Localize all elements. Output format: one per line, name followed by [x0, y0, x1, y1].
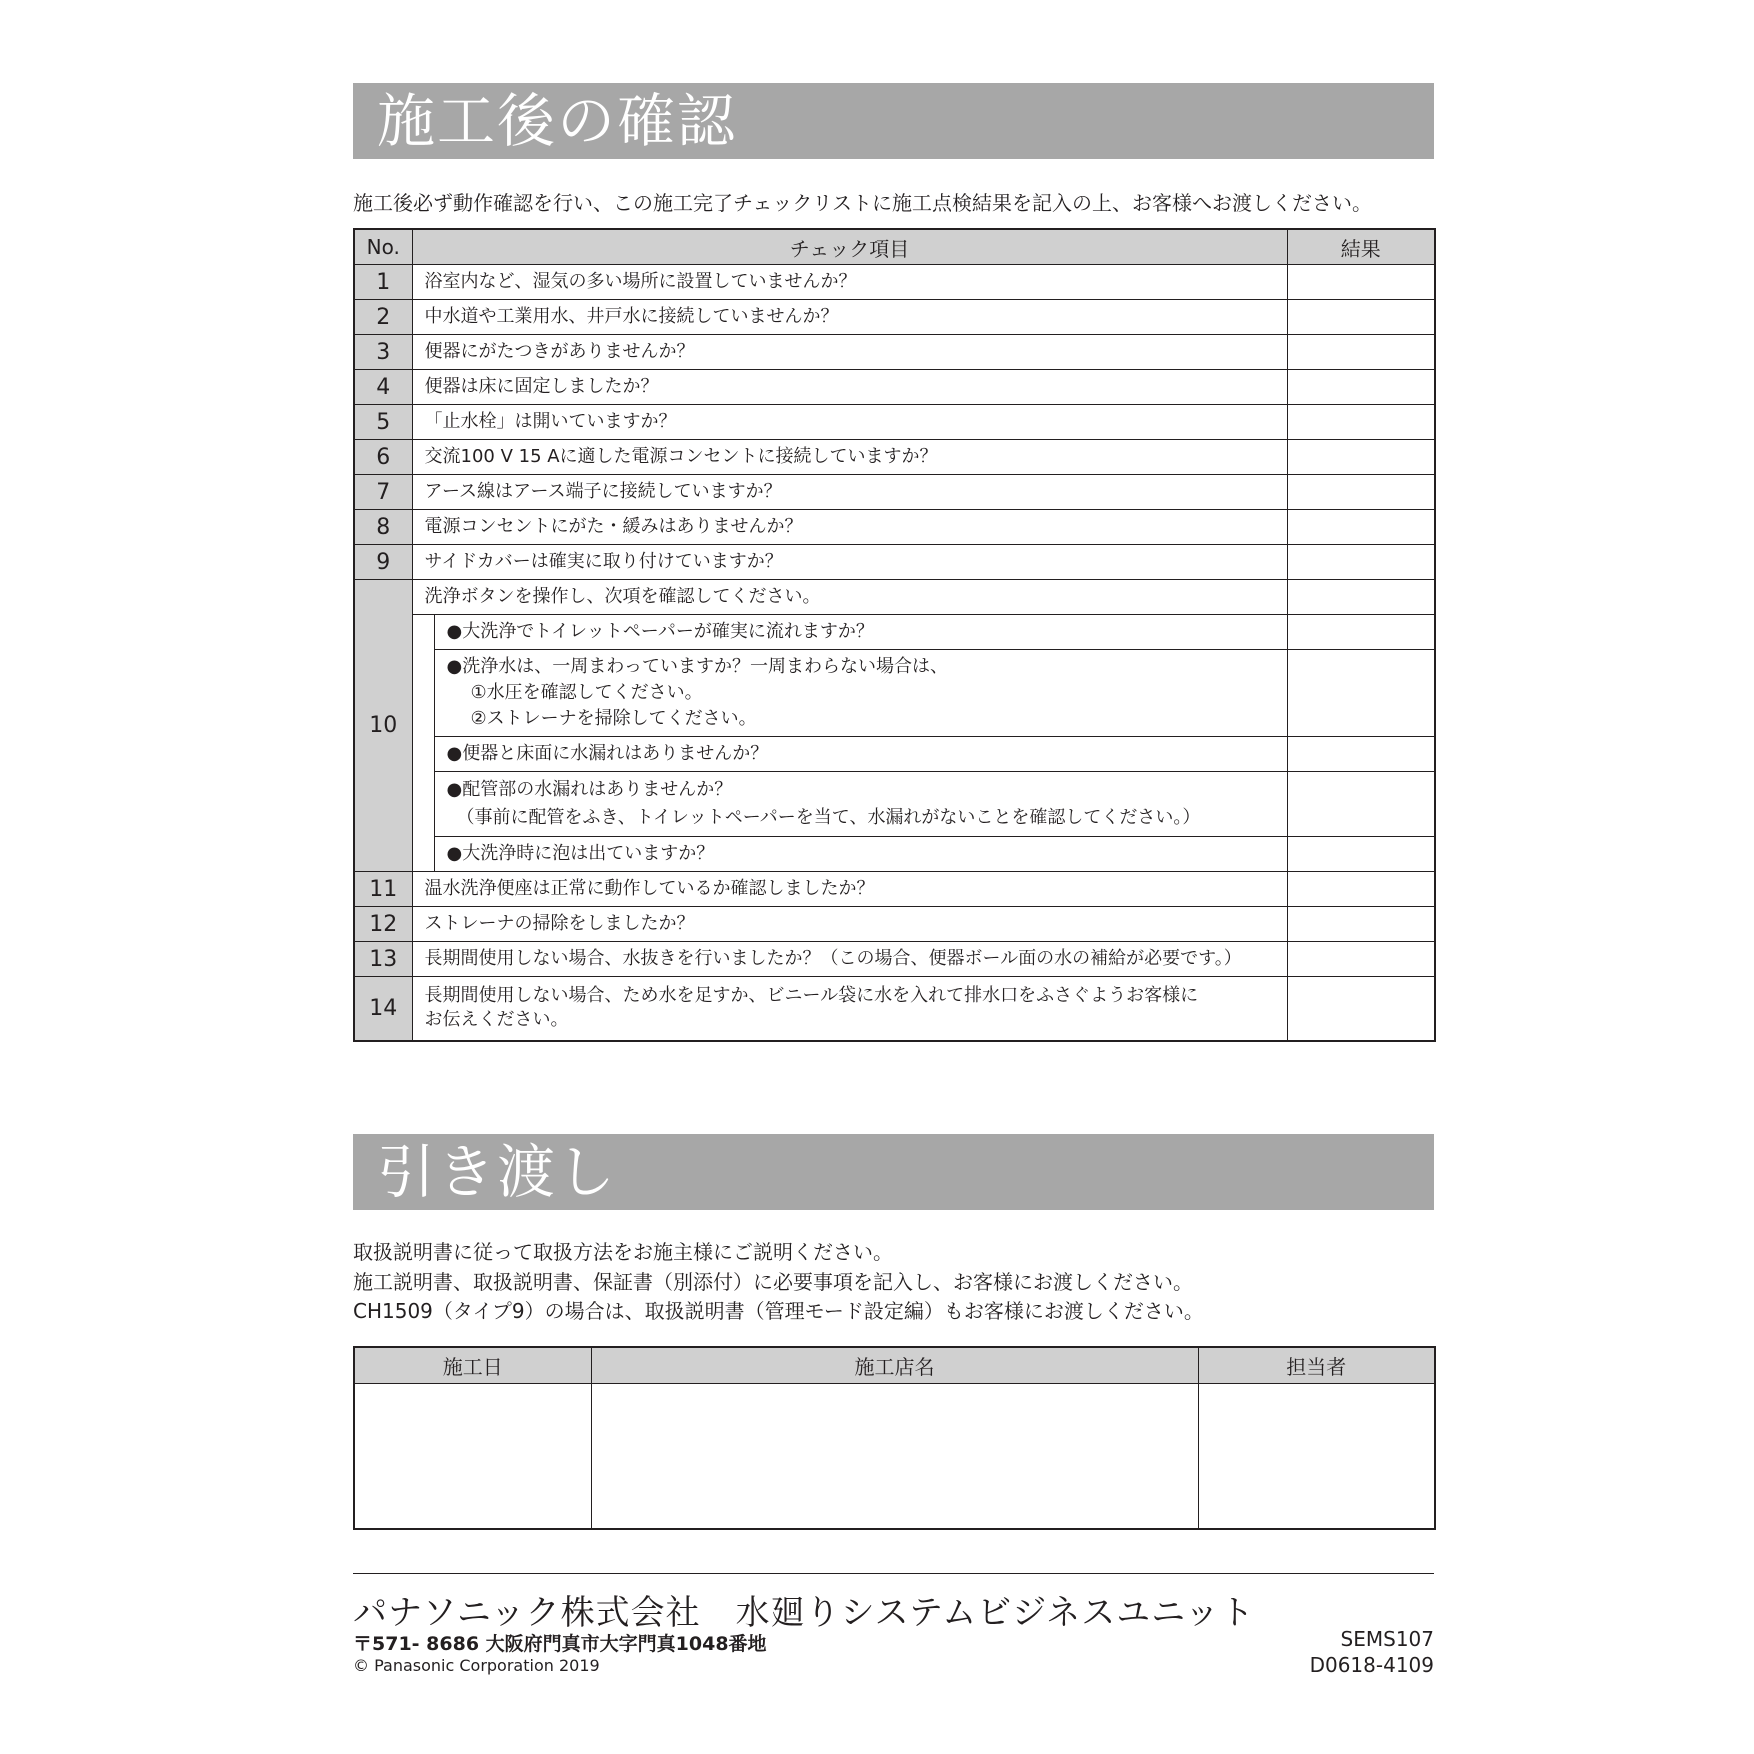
sub-item: ●大洗浄時に泡は出ていますか？ [434, 837, 1287, 872]
row-no: 5 [354, 405, 412, 440]
row-no: 4 [354, 370, 412, 405]
header-result: 結果 [1287, 229, 1435, 265]
shop-field[interactable] [591, 1384, 1198, 1530]
row-text: アース線はアース端子に接続していますか？ [412, 475, 1287, 510]
result-cell[interactable] [1287, 370, 1435, 405]
table-row [354, 837, 1435, 872]
result-cell[interactable] [1287, 615, 1435, 650]
row-no: 6 [354, 440, 412, 475]
result-cell[interactable] [1287, 977, 1435, 1041]
date-field[interactable] [354, 1384, 591, 1530]
table-row [354, 370, 1435, 405]
company-address: 〒571- 8686 大阪府門真市大字門真1048番地 [353, 1633, 767, 1655]
company-name: パナソニック株式会社 水廻りシステムビジネスユニット [353, 1593, 1255, 1633]
row-text: 浴室内など、湿気の多い場所に設置していませんか？ [412, 265, 1287, 300]
row-no: 11 [354, 872, 412, 907]
row-text: 便器にがたつきがありませんか？ [412, 335, 1287, 370]
row-no: 8 [354, 510, 412, 545]
result-cell[interactable] [1287, 737, 1435, 772]
result-cell[interactable] [1287, 300, 1435, 335]
result-cell[interactable] [1287, 265, 1435, 300]
row-no: 9 [354, 545, 412, 580]
table-header-row [354, 229, 1435, 265]
doc-number: D0618-4109 [1309, 1653, 1434, 1677]
table-row [354, 907, 1435, 942]
table-row [354, 942, 1435, 977]
row-text: 交流100 V 15 Aに適した電源コンセントに接続していますか？ [412, 440, 1287, 475]
result-cell[interactable] [1287, 545, 1435, 580]
row-text: 中水道や工業用水、井戸水に接続していませんか？ [412, 300, 1287, 335]
result-cell[interactable] [1287, 872, 1435, 907]
sub-item: ●大洗浄でトイレットペーパーが確実に流れますか？ [434, 615, 1287, 650]
result-cell[interactable] [1287, 335, 1435, 370]
row-no: 12 [354, 907, 412, 942]
row-text: 長期間使用しない場合、水抜きを行いましたか？（この場合、便器ボール面の水の補給が必要です。） [412, 942, 1287, 977]
table-row [354, 650, 1435, 737]
row-text: 便器は床に固定しましたか？ [412, 370, 1287, 405]
result-cell[interactable] [1287, 580, 1435, 615]
sub-item: ●便器と床面に水漏れはありませんか？ [434, 737, 1287, 772]
result-cell[interactable] [1287, 650, 1435, 737]
result-cell[interactable] [1287, 510, 1435, 545]
table-row [354, 615, 1435, 650]
row-text: ストレーナの掃除をしましたか？ [412, 907, 1287, 942]
row-text: 温水洗浄便座は正常に動作しているか確認しましたか？ [412, 872, 1287, 907]
result-cell[interactable] [1287, 405, 1435, 440]
table-row [354, 475, 1435, 510]
row-text: 「止水栓」は開いていますか？ [412, 405, 1287, 440]
copyright: © Panasonic Corporation 2019 [353, 1656, 600, 1675]
row-no: 1 [354, 265, 412, 300]
table-row [354, 772, 1435, 837]
section-title-handover: 引き渡し [353, 1134, 1434, 1210]
header-date: 施工日 [354, 1347, 591, 1384]
doc-code: SEMS107 [1340, 1627, 1434, 1651]
sub-item: ●洗浄水は、一周まわっていますか？一周まわらない場合は、 ①水圧を確認してください。 ②ストレーナを掃除してください。 [434, 650, 1287, 737]
header-shop: 施工店名 [591, 1347, 1198, 1384]
row-no: 3 [354, 335, 412, 370]
section-title-check: 施工後の確認 [353, 83, 1434, 159]
check-intro: 施工後必ず動作確認を行い、この施工完了チェックリストに施工点検結果を記入の上、お客様へお渡しください。 [353, 191, 1372, 215]
handover-intro: 取扱説明書に従って取扱方法をお施主様にご説明ください。 施工説明書、取扱説明書、保証書（別添付）に必要事項を記入し、お客様にお渡しください。 CH1509（タイプ9）の場合は、取扱説明書（管理モード設定編）もお客様にお渡しください。 [353, 1240, 1204, 1323]
row-no: 14 [354, 977, 412, 1041]
table-row [354, 545, 1435, 580]
row-text: 電源コンセントにがた・緩みはありませんか？ [412, 510, 1287, 545]
row-text: 長期間使用しない場合、ため水を足すか、ビニール袋に水を入れて排水口をふさぐようお客様に お伝えください。 [412, 977, 1287, 1041]
header-person: 担当者 [1198, 1347, 1435, 1384]
handover-table [353, 1346, 1436, 1530]
table-row [354, 440, 1435, 475]
result-cell[interactable] [1287, 907, 1435, 942]
row-no: 10 [354, 580, 412, 872]
row-no: 13 [354, 942, 412, 977]
table-row [354, 405, 1435, 440]
row-no: 2 [354, 300, 412, 335]
table-header-row [354, 1347, 1435, 1384]
row-text: 洗浄ボタンを操作し、次項を確認してください。 [412, 580, 1287, 615]
check-table [353, 228, 1436, 1042]
table-row [354, 1384, 1435, 1530]
table-row [354, 977, 1435, 1041]
header-item: チェック項目 [412, 229, 1287, 265]
row-text: サイドカバーは確実に取り付けていますか？ [412, 545, 1287, 580]
result-cell[interactable] [1287, 772, 1435, 837]
result-cell[interactable] [1287, 440, 1435, 475]
result-cell[interactable] [1287, 837, 1435, 872]
header-no: No. [354, 229, 412, 265]
table-row [354, 737, 1435, 772]
row-no: 7 [354, 475, 412, 510]
table-row [354, 580, 1435, 615]
table-row [354, 265, 1435, 300]
table-row [354, 300, 1435, 335]
footer-divider [353, 1573, 1434, 1574]
result-cell[interactable] [1287, 942, 1435, 977]
sub-item: ●配管部の水漏れはありませんか？ （事前に配管をふき、トイレットペーパーを当て、水漏れがないことを確認してください。） [434, 772, 1287, 837]
person-field[interactable] [1198, 1384, 1435, 1530]
table-row [354, 872, 1435, 907]
table-row [354, 335, 1435, 370]
table-row [354, 510, 1435, 545]
result-cell[interactable] [1287, 475, 1435, 510]
